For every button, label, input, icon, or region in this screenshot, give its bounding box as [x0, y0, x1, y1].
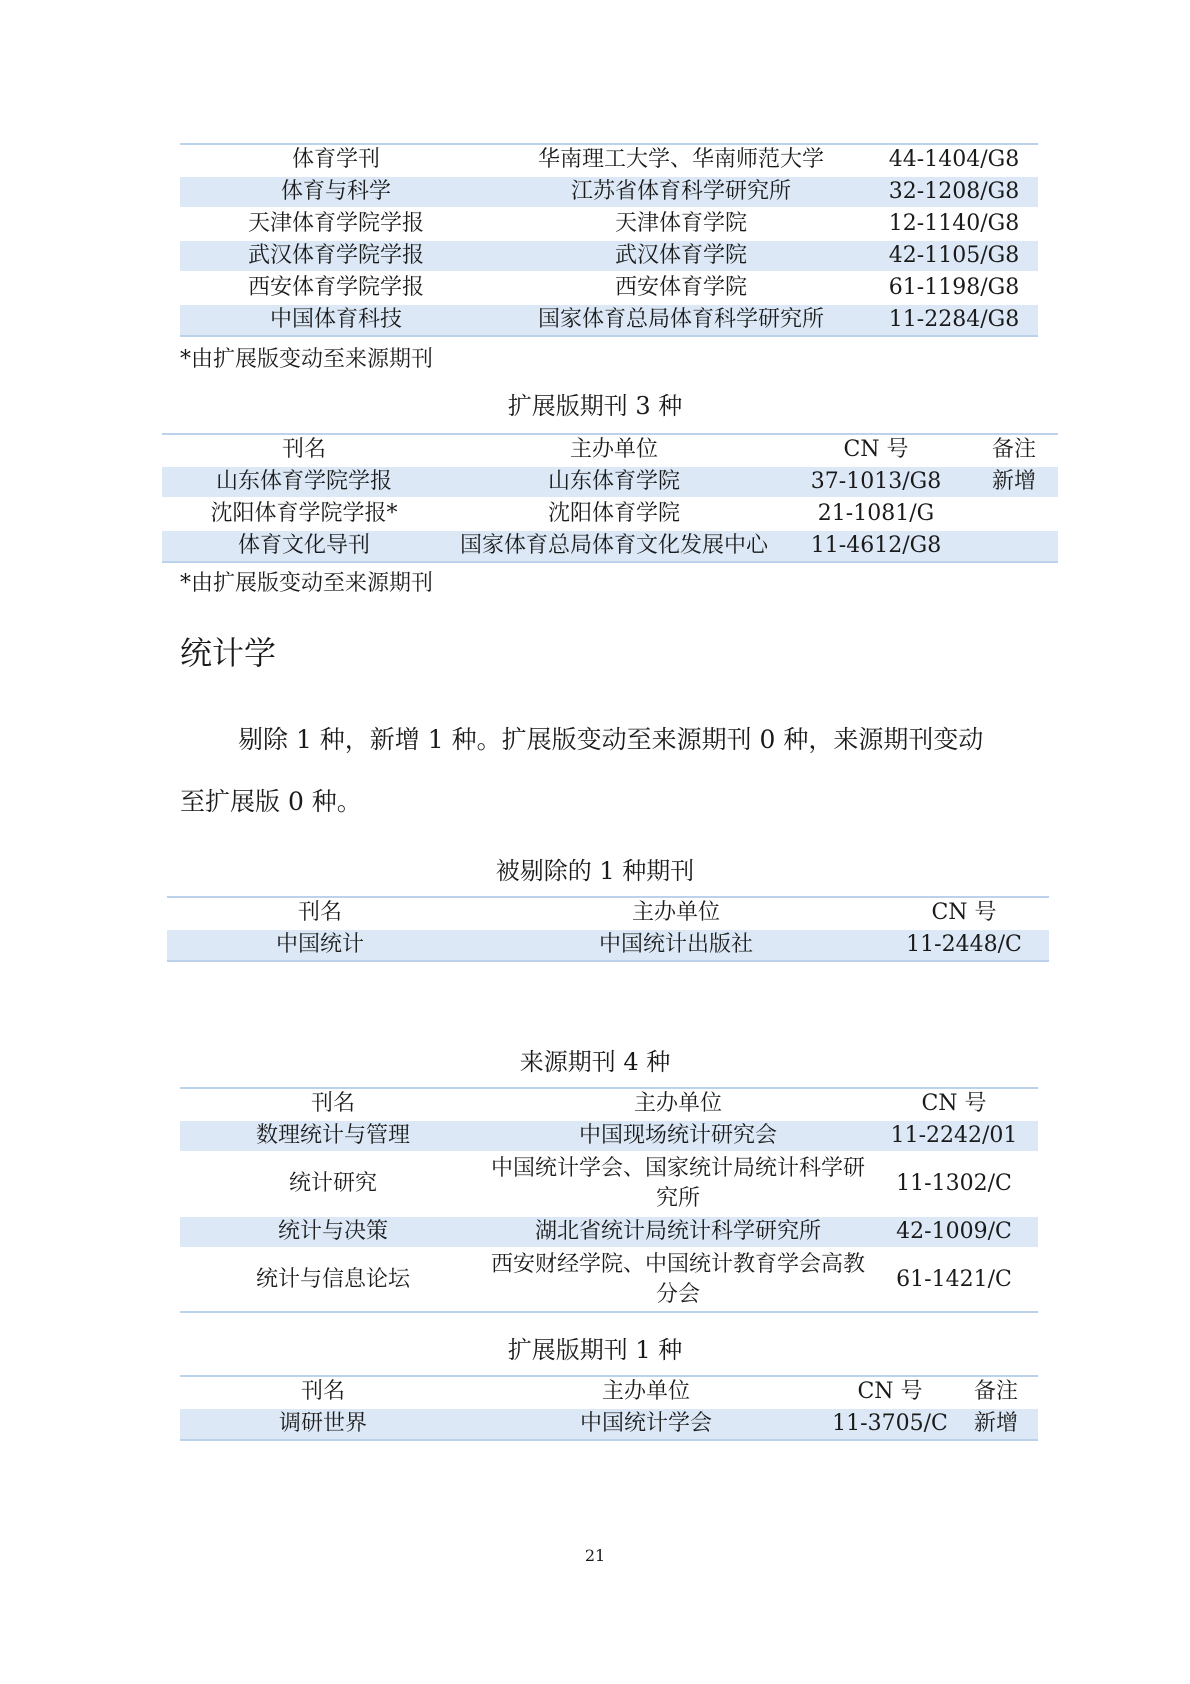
journal-name: 体育文化导刊 [162, 530, 446, 562]
cn-number: 11-2448/C [879, 929, 1049, 961]
table-caption: 来源期刊 4 种 [519, 1048, 671, 1076]
sponsor: 华南理工大学、华南师范大学 [492, 144, 870, 176]
journal-name: 武汉体育学院学报 [180, 240, 492, 272]
sponsor: 天津体育学院 [492, 208, 870, 240]
table-row [167, 929, 1049, 961]
journal-name: 体育与科学 [180, 176, 492, 208]
sponsor: 沈阳体育学院 [446, 498, 782, 530]
cn-number: 37-1013/G8 [782, 466, 970, 498]
table-header-row [180, 1088, 1038, 1120]
section-heading: 统计学 [180, 634, 277, 672]
column-header: 刊名 [180, 1088, 486, 1120]
journal-name: 统计与信息论坛 [180, 1248, 486, 1312]
table-row [180, 176, 1038, 208]
sponsor: 国家体育总局体育文化发展中心 [446, 530, 782, 562]
table-footnote: *由扩展版变动至来源期刊 [180, 571, 434, 596]
column-header: 刊名 [180, 1376, 466, 1408]
sponsor: 江苏省体育科学研究所 [492, 176, 870, 208]
table-caption: 扩展版期刊 3 种 [507, 392, 683, 420]
sponsor: 中国统计学会、国家统计局统计科学研究所 [486, 1152, 870, 1216]
journal-name: 调研世界 [180, 1408, 466, 1440]
remark: 新增 [970, 466, 1058, 498]
journal-name: 统计研究 [180, 1152, 486, 1216]
table-source-statistics [180, 1087, 1038, 1313]
page-number: 21 [584, 1546, 606, 1565]
table-header-row [167, 897, 1049, 929]
column-header: 备注 [970, 434, 1058, 466]
table-row [180, 1216, 1038, 1248]
column-header: 主办单位 [446, 434, 782, 466]
sponsor: 国家体育总局体育科学研究所 [492, 304, 870, 336]
table-row [180, 272, 1038, 304]
table-extended-sports [162, 433, 1058, 563]
table-caption: 被剔除的 1 种期刊 [495, 857, 695, 885]
journal-name: 西安体育学院学报 [180, 272, 492, 304]
table-row [162, 466, 1058, 498]
table-continued-sports-journals [180, 143, 1038, 337]
table-row [180, 1408, 1038, 1440]
table-row [180, 1248, 1038, 1312]
column-header: 主办单位 [473, 897, 879, 929]
journal-name: 体育学刊 [180, 144, 492, 176]
table-removed-statistics [167, 896, 1049, 962]
sponsor: 武汉体育学院 [492, 240, 870, 272]
column-header: 主办单位 [466, 1376, 826, 1408]
table-row [180, 208, 1038, 240]
column-header: 刊名 [167, 897, 473, 929]
sponsor: 中国现场统计研究会 [486, 1120, 870, 1152]
journal-name: 山东体育学院学报 [162, 466, 446, 498]
sponsor: 西安财经学院、中国统计教育学会高教分会 [486, 1248, 870, 1312]
cn-number: 11-4612/G8 [782, 530, 970, 562]
journal-name: 统计与决策 [180, 1216, 486, 1248]
table-row [180, 1120, 1038, 1152]
table-row [180, 144, 1038, 176]
column-header: 备注 [954, 1376, 1038, 1408]
table-row [180, 1152, 1038, 1216]
sponsor: 西安体育学院 [492, 272, 870, 304]
cn-number: 32-1208/G8 [870, 176, 1038, 208]
table-footnote: *由扩展版变动至来源期刊 [180, 347, 434, 372]
table-row [180, 304, 1038, 336]
remark [970, 530, 1058, 562]
table-caption: 扩展版期刊 1 种 [507, 1336, 683, 1364]
column-header: CN 号 [826, 1376, 954, 1408]
sponsor: 中国统计出版社 [473, 929, 879, 961]
column-header: 刊名 [162, 434, 446, 466]
column-header: CN 号 [879, 897, 1049, 929]
column-header: CN 号 [870, 1088, 1038, 1120]
table-header-row [162, 434, 1058, 466]
column-header: 主办单位 [486, 1088, 870, 1120]
cn-number: 21-1081/G [782, 498, 970, 530]
table-row [162, 498, 1058, 530]
remark [970, 498, 1058, 530]
section-paragraph-line1: 剔除 1 种，新增 1 种。扩展版变动至来源期刊 0 种，来源期刊变动 [238, 725, 984, 754]
table-header-row [180, 1376, 1038, 1408]
cn-number: 11-3705/C [826, 1408, 954, 1440]
journal-name: 数理统计与管理 [180, 1120, 486, 1152]
table-row [180, 240, 1038, 272]
journal-name: 天津体育学院学报 [180, 208, 492, 240]
sponsor: 湖北省统计局统计科学研究所 [486, 1216, 870, 1248]
table-extended-statistics [180, 1375, 1038, 1441]
cn-number: 42-1105/G8 [870, 240, 1038, 272]
table-row [162, 530, 1058, 562]
sponsor: 山东体育学院 [446, 466, 782, 498]
column-header: CN 号 [782, 434, 970, 466]
remark: 新增 [954, 1408, 1038, 1440]
cn-number: 42-1009/C [870, 1216, 1038, 1248]
cn-number: 11-2284/G8 [870, 304, 1038, 336]
cn-number: 61-1198/G8 [870, 272, 1038, 304]
cn-number: 44-1404/G8 [870, 144, 1038, 176]
section-paragraph-line2: 至扩展版 0 种。 [180, 787, 362, 816]
journal-name: 中国体育科技 [180, 304, 492, 336]
cn-number: 11-2242/01 [870, 1120, 1038, 1152]
cn-number: 12-1140/G8 [870, 208, 1038, 240]
cn-number: 11-1302/C [870, 1152, 1038, 1216]
journal-name: 沈阳体育学院学报* [162, 498, 446, 530]
cn-number: 61-1421/C [870, 1248, 1038, 1312]
sponsor: 中国统计学会 [466, 1408, 826, 1440]
journal-name: 中国统计 [167, 929, 473, 961]
